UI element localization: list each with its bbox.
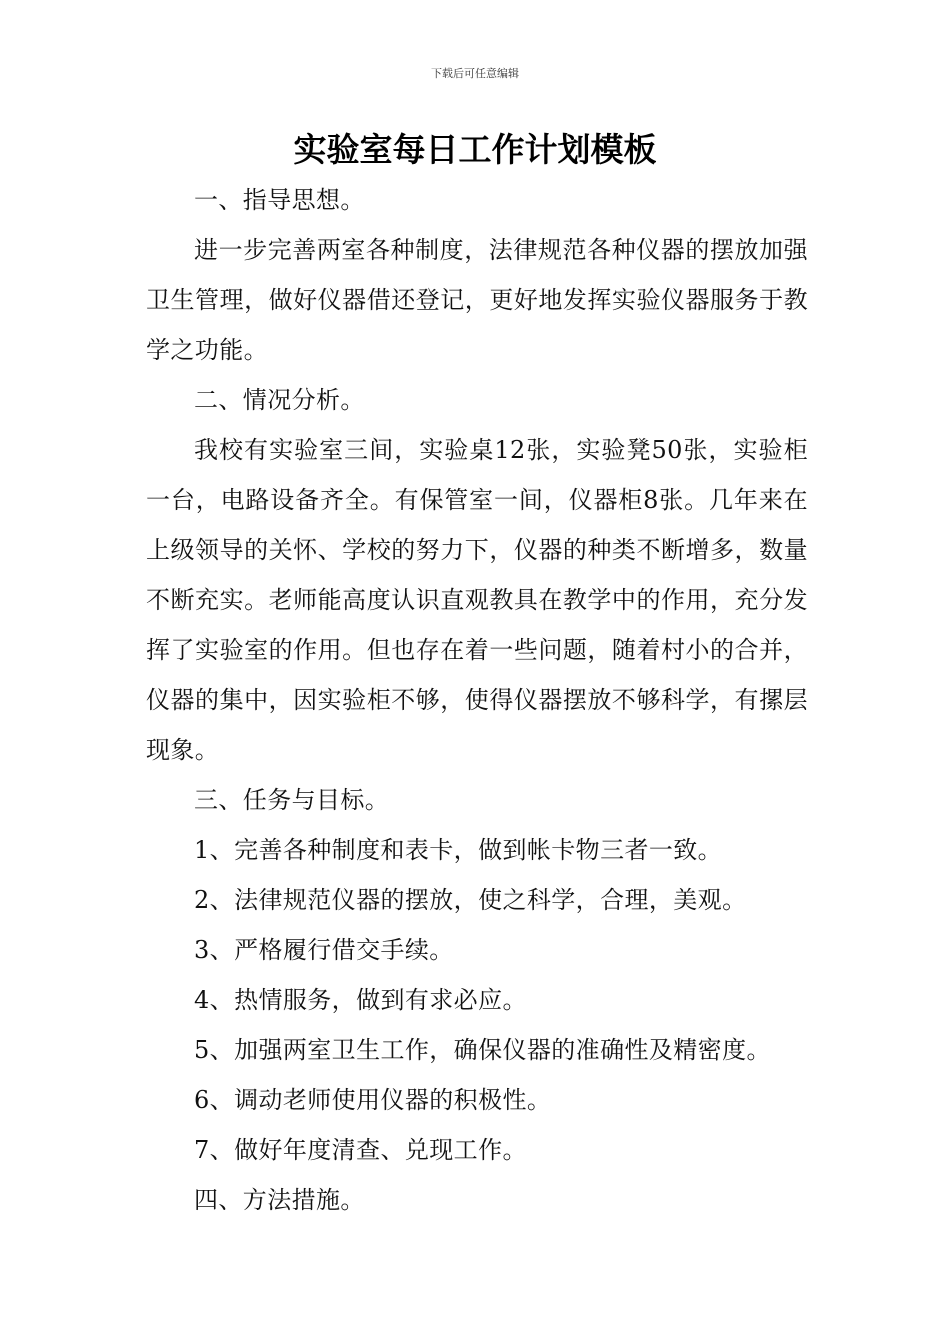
list-item-task: 2、法律规范仪器的摆放，使之科学，合理，美观。 (194, 886, 747, 914)
list-item-task: 5、加强两室卫生工作，确保仪器的准确性及精密度。 (194, 1036, 771, 1064)
section-heading-methods-measures: 四、方法措施。 (194, 1186, 365, 1214)
list-item-task: 1、完善各种制度和表卡，做到帐卡物三者一致。 (194, 836, 723, 864)
document-body (146, 175, 808, 1225)
list-item-task: 6、调动老师使用仪器的积极性。 (194, 1086, 552, 1114)
list-item-task: 4、热情服务，做到有求必应。 (194, 986, 527, 1014)
document-title: 实验室每日工作计划模板 (293, 130, 657, 169)
paragraph-guiding-thought: 进一步完善两室各种制度，法律规范各种仪器的摆放加强卫生管理，做好仪器借还登记，更好地发挥实验仪器服务于教学之功能。 (146, 236, 808, 364)
section-heading-tasks-goals: 三、任务与目标。 (194, 786, 390, 814)
paragraph-situation-analysis: 我校有实验室三间，实验桌12张，实验凳50张，实验柜一台，电路设备齐全。有保管室一间，仪器柜8张。几年来在上级领导的关怀、学校的努力下，仪器的种类不断增多，数量不断充实。老师能高度认识直观教具在教学中的作用，充分发挥了实验室的作用。但也存在着一些问题，随着村小的合并，仪器的集中，因实验柜不够，使得仪器摆放不够科学，有摞层现象。 (146, 436, 808, 764)
section-heading-guiding-thought: 一、指导思想。 (194, 186, 365, 214)
header-note: 下载后可任意编辑 (431, 67, 519, 80)
list-item-task: 3、严格履行借交手续。 (194, 936, 454, 964)
list-item-task: 7、做好年度清查、兑现工作。 (194, 1136, 527, 1164)
section-heading-situation-analysis: 二、情况分析。 (194, 386, 365, 414)
